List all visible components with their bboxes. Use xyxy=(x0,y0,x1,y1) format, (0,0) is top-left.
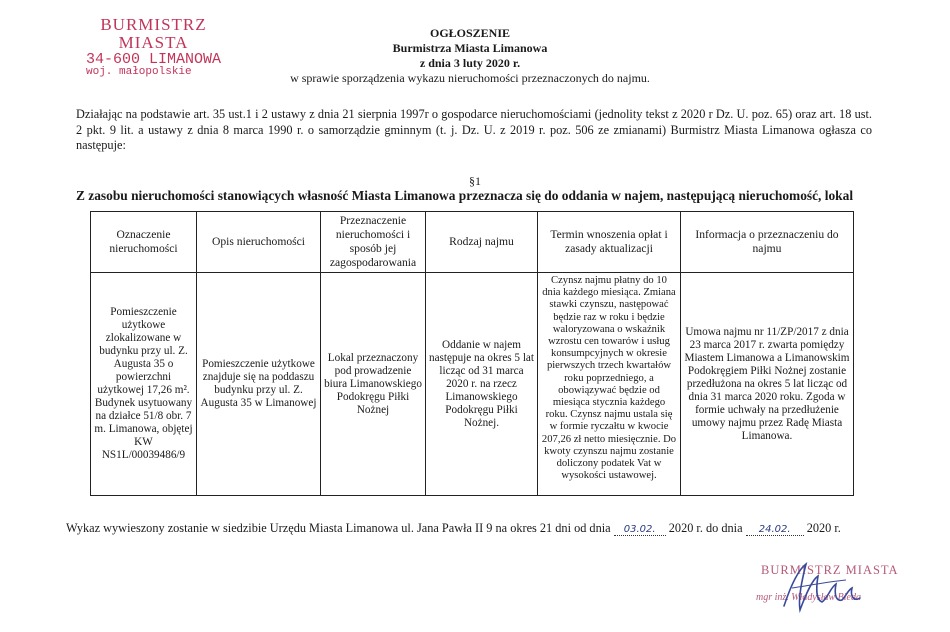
date-from-field: 03.02. xyxy=(614,524,666,536)
announcement-issuer: Burmistrza Miasta Limanowa xyxy=(392,41,548,55)
stamp-line-3: woj. małopolskie xyxy=(86,66,192,79)
section-number: §1 xyxy=(469,174,481,188)
footer-text-after: 2020 r. xyxy=(806,521,841,535)
section-heading: Z zasobu nieruchomości stanowiących własność Miasta Limanowa przeznacza się do oddania w najem, następującą nieruchomość, lokal xyxy=(76,188,854,203)
signature-title: BURMISTRZ MIASTA xyxy=(761,563,899,577)
header-cell: Termin wnoszenia opłat i zasady aktualizacji xyxy=(538,212,681,273)
date-to-field: 24.02. xyxy=(746,524,804,536)
header-cell: Rodzaj najmu xyxy=(426,212,538,273)
announcement-date: z dnia 3 luty 2020 r. xyxy=(419,56,521,70)
announcement-header xyxy=(230,26,710,86)
header-cell: Informacja o przeznaczeniu do najmu xyxy=(681,212,854,273)
header-cell: Przeznaczenie nieruchomości i sposób jej zagospodarowania xyxy=(321,212,426,273)
table-cell: Lokal przeznaczony pod prowadzenie biura Limanowskiego Podokręgu Piłki Nożnej xyxy=(321,273,426,496)
footer-text-middle: 2020 r. do dnia xyxy=(668,521,743,535)
city-stamp xyxy=(66,16,241,79)
table-cell: Pomieszczenie użytkowe zlokalizowane w budynku przy ul. Z. Augusta 35 o powierzchni użytkowej 17,26 m². Budynek usytuowany na działce 51/8 obr. 7 m. Limanowa, objętej KW NS1L/00039486/9 xyxy=(91,273,197,496)
stamp-line-2: 34-600 LIMANOWA xyxy=(85,50,222,68)
handwritten-signature-icon xyxy=(776,558,886,618)
legal-basis-paragraph: Działając na podstawie art. 35 ust.1 i 2 ustawy z dnia 21 sierpnia 1997r o gospodarce nieruchomościami (jednolity tekst z 2020 r Dz. U. poz. 65) oraz art. 18 ust. 2 pkt. 9 lit. a ustawy z dnia 8 marca 1990 r. o samorządzie gminnym (t. j. Dz. U. z 2019 r. poz. 506 ze zmianami) Burmistrz Miasta Limanowa ogłasza co następuje: xyxy=(76,107,872,152)
table-cell: Czynsz najmu płatny do 10 dnia każdego miesiąca. Zmiana stawki czynszu, następować będzie raz w roku i będzie waloryzowana o wskaźnik wzrostu cen towarów i usług konsumpcyjnych w okresie pierwszych trzech kwartałów roku poprzedniego, a obowiązywać będzie od miesiąca stycznia każdego roku. Czynsz najmu ustala się w formie ryczałtu w kwocie 207,26 zł netto miesięcznie. Do kwoty czynszu najmu zostanie doliczony podatek Vat w wysokości ustawowej. xyxy=(538,273,681,496)
header-cell: Oznaczenie nieruchomości xyxy=(91,212,197,273)
property-table xyxy=(90,211,854,496)
table-cell: Umowa najmu nr 11/ZP/2017 z dnia 23 marca 2017 r. zwarta pomiędzy Miastem Limanowa a Limanowskim Podokręgiem Piłki Nożnej zostanie przedłużona na okres 5 lat licząc od dnia 31 marca 2020 roku. Zgoda w formie uchwały na przedłużenie umowy najmu przez Radę Miasta Limanowa. xyxy=(681,273,854,496)
announcement-title: OGŁOSZENIE xyxy=(429,26,511,40)
table-cell: Pomieszczenie użytkowe znajduje się na poddaszu budynku przy ul. Z. Augusta 35 w Limanowej xyxy=(197,273,321,496)
table-cell: Oddanie w najem następuje na okres 5 lat licząc od 31 marca 2020 r. na rzecz Limanowskiego Podokręgu Piłki Nożnej. xyxy=(426,273,538,496)
posting-period-line xyxy=(66,521,906,536)
header-cell: Opis nieruchomości xyxy=(197,212,321,273)
mayor-signature-block xyxy=(756,558,936,628)
footer-text-before: Wykaz wywieszony zostanie w siedzibie Urzędu Miasta Limanowa ul. Jana Pawła II 9 na okres 21 dni od dnia xyxy=(66,521,611,535)
table-row xyxy=(91,273,854,496)
table-header-row xyxy=(91,212,854,273)
announcement-subject: w sprawie sporządzenia wykazu nieruchomości przeznaczonych do najmu. xyxy=(290,71,650,85)
signature-name: mgr inż. Władysław Bieda xyxy=(756,592,861,603)
stamp-line-1: BURMISTRZ MIASTA xyxy=(100,15,207,52)
